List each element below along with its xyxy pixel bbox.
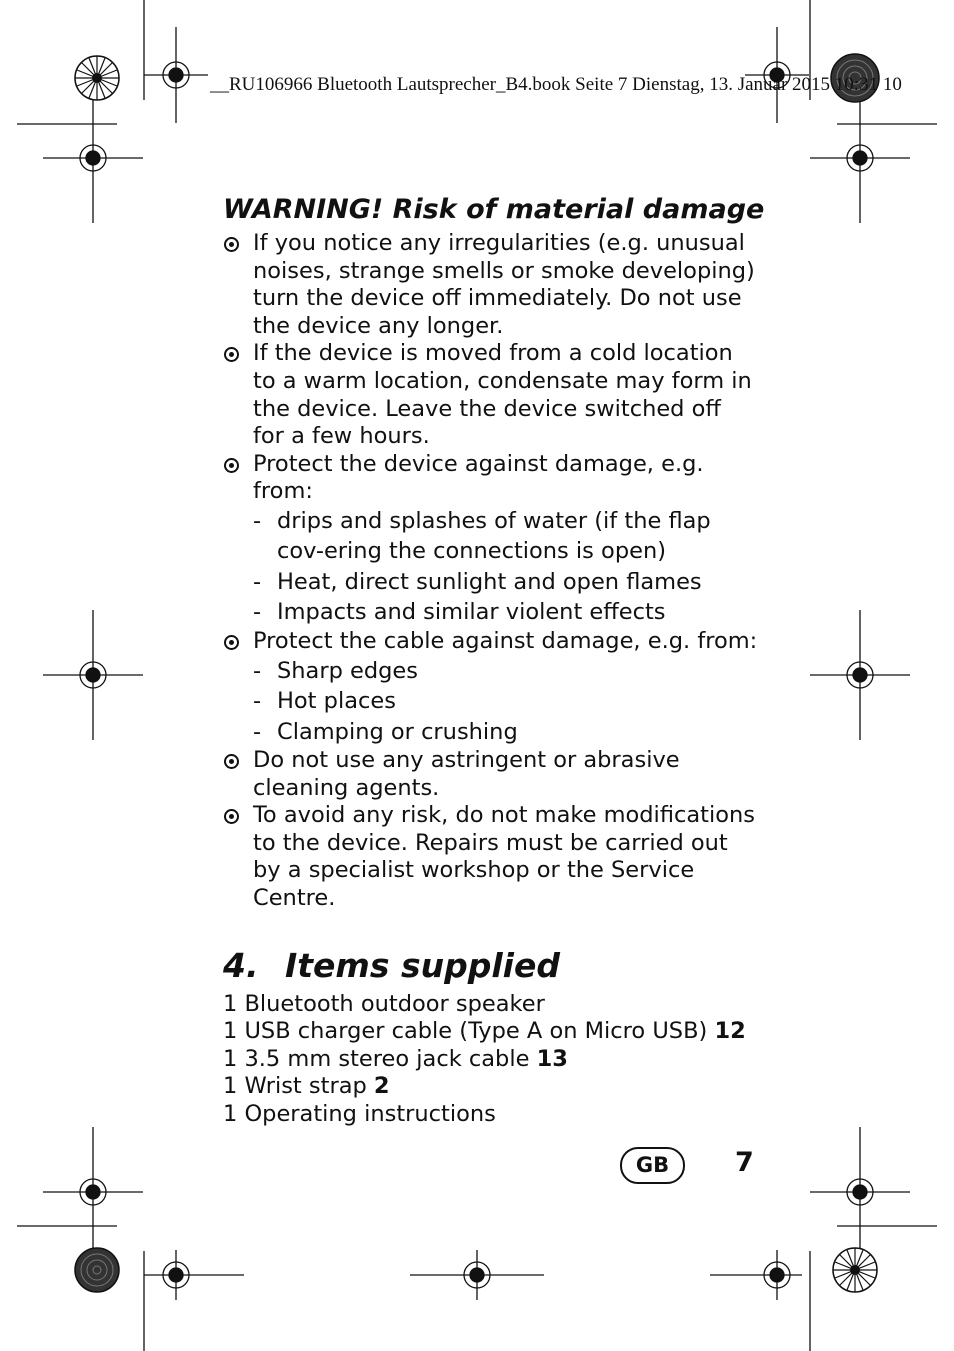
list-item <box>223 451 758 628</box>
sub-list-item: - Impacts and similar violent effects <box>253 597 758 628</box>
sub-list-item: - Hot places <box>253 686 758 717</box>
list-item <box>223 340 758 450</box>
item-ref: 13 <box>536 1045 568 1072</box>
registration-target-icon <box>43 1127 143 1257</box>
list-item <box>223 1018 758 1046</box>
sub-list-item: - Heat, direct sunlight and open flames <box>253 567 758 598</box>
list-item <box>223 230 758 340</box>
section-heading <box>223 941 758 991</box>
sub-list-item: - Sharp edges <box>253 656 758 687</box>
color-wheel-icon <box>75 56 119 100</box>
print-slug: __RU106966 Bluetooth Lautsprecher_B4.book Seite 7 Dienstag, 13. Januar 2015 10:31 10 <box>210 74 902 95</box>
section-title: Items supplied <box>285 945 560 985</box>
section-number: 4. <box>223 945 259 985</box>
registration-target-icon <box>810 610 910 740</box>
page-content <box>223 190 765 1129</box>
list-item <box>223 802 758 912</box>
country-badge: GB <box>620 1147 685 1184</box>
registration-target-icon <box>43 610 143 740</box>
color-wheel-icon <box>75 1248 119 1292</box>
list-item <box>223 1073 758 1101</box>
list-item-text: Protect the cable against damage, e.g. from: <box>253 627 758 654</box>
list-item-text: If you notice any irregularities (e.g. unusual noises, strange smells or smoke developing) turn the device off immediately. Do not use the device any longer. <box>253 230 755 339</box>
registration-target-icon <box>410 1250 544 1300</box>
registration-target-icon <box>144 27 208 123</box>
sub-list-item: - drips and splashes of water (if the flap cov-ering the connections is open) <box>253 506 758 567</box>
item-text: 1 Bluetooth outdoor speaker <box>223 990 545 1017</box>
bullet-target-icon <box>224 458 239 473</box>
list-item-text: To avoid any risk, do not make modifications to the device. Repairs must be carried out by a specialist workshop or the Service Centre. <box>253 802 755 911</box>
registration-target-icon <box>144 1250 244 1300</box>
list-item <box>223 1046 758 1074</box>
registration-target-icon <box>710 1250 802 1300</box>
bullet-target-icon <box>224 754 239 769</box>
warning-list <box>223 230 758 913</box>
list-item <box>223 747 758 802</box>
bullet-target-icon <box>224 809 239 824</box>
registration-target-icon <box>43 93 143 223</box>
list-item-text: Do not use any astringent or abrasive cleaning agents. <box>253 747 680 801</box>
page-number: 7 <box>735 1147 754 1178</box>
color-wheel-icon <box>833 1248 877 1292</box>
item-text: 1 3.5 mm stereo jack cable <box>223 1045 537 1072</box>
sub-list <box>253 656 758 748</box>
item-text: 1 USB charger cable (Type A on Micro USB) <box>223 1018 715 1045</box>
sub-list-item: - Clamping or crushing <box>253 717 758 748</box>
items-list <box>223 991 758 1129</box>
item-ref: 2 <box>373 1073 390 1100</box>
item-text: 1 Operating instructions <box>223 1100 496 1127</box>
list-item <box>223 991 758 1019</box>
sub-list <box>253 506 758 628</box>
registration-target-icon <box>810 1127 910 1257</box>
list-item-text: If the device is moved from a cold location to a warm location, condensate may form in the device. Leave the device switched off for a few hours. <box>253 340 752 450</box>
item-ref: 12 <box>714 1018 746 1045</box>
bullet-target-icon <box>224 347 239 362</box>
item-text: 1 Wrist strap <box>223 1073 374 1100</box>
list-item <box>223 1101 758 1129</box>
bullet-target-icon <box>224 237 239 252</box>
list-item-text: Protect the device against damage, e.g. from: <box>253 450 704 505</box>
registration-target-icon <box>810 93 910 223</box>
bullet-target-icon <box>224 635 239 650</box>
list-item <box>223 628 758 747</box>
warning-heading: WARNING! Risk of material damage <box>223 194 765 225</box>
